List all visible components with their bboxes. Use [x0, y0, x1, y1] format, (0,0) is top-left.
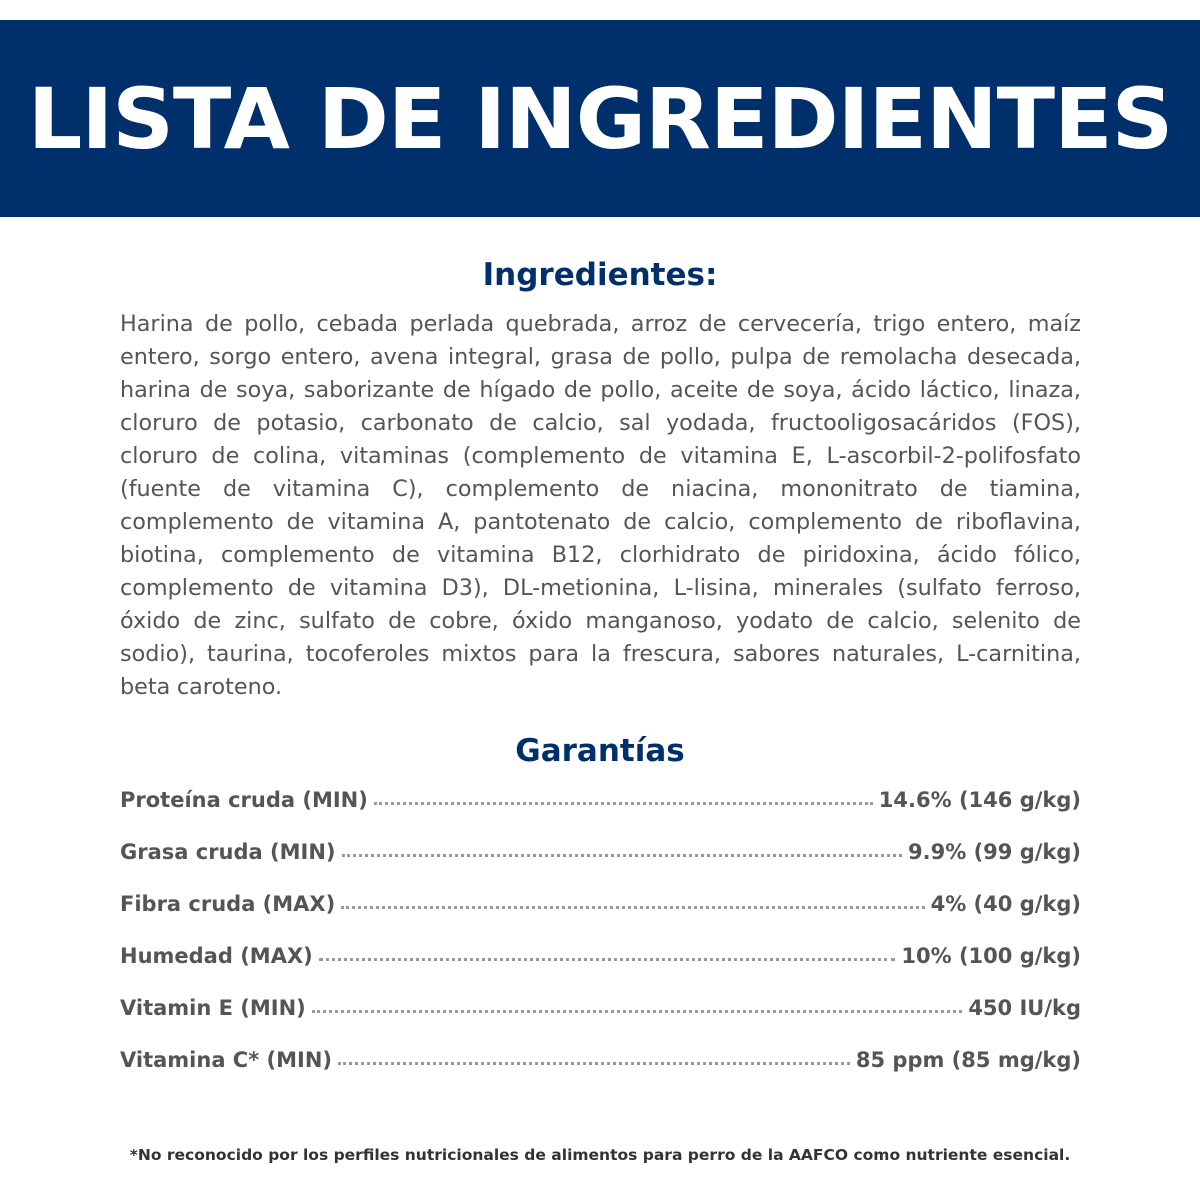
guarantee-value: 85 ppm (85 mg/kg)	[855, 1048, 1081, 1072]
guarantee-label: Proteína cruda (MIN)	[120, 788, 368, 812]
dot-leader	[374, 802, 873, 805]
guarantee-row-fiber	[120, 892, 1081, 944]
guarantee-label: Fibra cruda (MAX)	[120, 892, 336, 916]
guarantee-row-vitamin-c	[120, 1048, 1081, 1100]
dot-leader	[312, 1010, 963, 1013]
dot-leader	[319, 958, 896, 961]
guarantee-value: 450 IU/kg	[968, 996, 1081, 1020]
footnote: *No reconocido por los perfiles nutricionales de alimentos para perro de la AAFCO como nutriente esencial.	[129, 1146, 1071, 1164]
guarantees-heading: Garantías	[515, 733, 685, 769]
guarantee-row-vitamin-e	[120, 996, 1081, 1048]
dot-leader	[342, 854, 903, 857]
guarantee-label: Grasa cruda (MIN)	[120, 840, 336, 864]
guarantee-value: 10% (100 g/kg)	[901, 944, 1081, 968]
guarantee-value: 9.9% (99 g/kg)	[908, 840, 1081, 864]
guarantee-row-moisture	[120, 944, 1081, 996]
guarantee-label: Vitamin E (MIN)	[120, 996, 306, 1020]
guarantees-table	[120, 788, 1081, 1100]
guarantee-value: 14.6% (146 g/kg)	[878, 788, 1081, 812]
guarantee-value: 4% (40 g/kg)	[930, 892, 1081, 916]
title-banner	[0, 20, 1200, 217]
guarantee-row-protein	[120, 788, 1081, 840]
guarantee-label: Humedad (MAX)	[120, 944, 313, 968]
guarantee-row-fat	[120, 840, 1081, 892]
dot-leader	[338, 1062, 850, 1065]
guarantee-label: Vitamina C* (MIN)	[120, 1048, 332, 1072]
ingredients-list: Harina de pollo, cebada perlada quebrada, arroz de cervecería, trigo entero, maíz entero, sorgo entero, avena integral, grasa de pollo, pulpa de remolacha desecada, harina de soya, saborizante de hígado de pollo, aceite de soya, ácido láctico, linaza, cloruro de potasio, carbonato de calcio, sal yodada, fructooligosacáridos (FOS), cloruro de colina, vitaminas (complemento de vitamina E, L-ascorbil-2-polifosfato (fuente de vitamina C), complemento de niacina, mononitrato de tiamina, complemento de vitamina A, pantotenato de calcio, complemento de riboflavina, biotina, complemento de vitamina B12, clorhidrato de piridoxina, ácido fólico, complemento de vitamina D3), DL-metionina, L-lisina, minerales (sulfato ferroso, óxido de zinc, sulfato de cobre, óxido manganoso, yodato de calcio, selenito de sodio), taurina, tocoferoles mixtos para la frescura, sabores naturales, L-carnitina, beta caroteno.	[120, 311, 1081, 700]
ingredients-heading: Ingredientes:	[482, 257, 718, 293]
page-title: LISTA DE INGREDIENTES	[27, 69, 1173, 168]
dot-leader	[341, 906, 924, 909]
